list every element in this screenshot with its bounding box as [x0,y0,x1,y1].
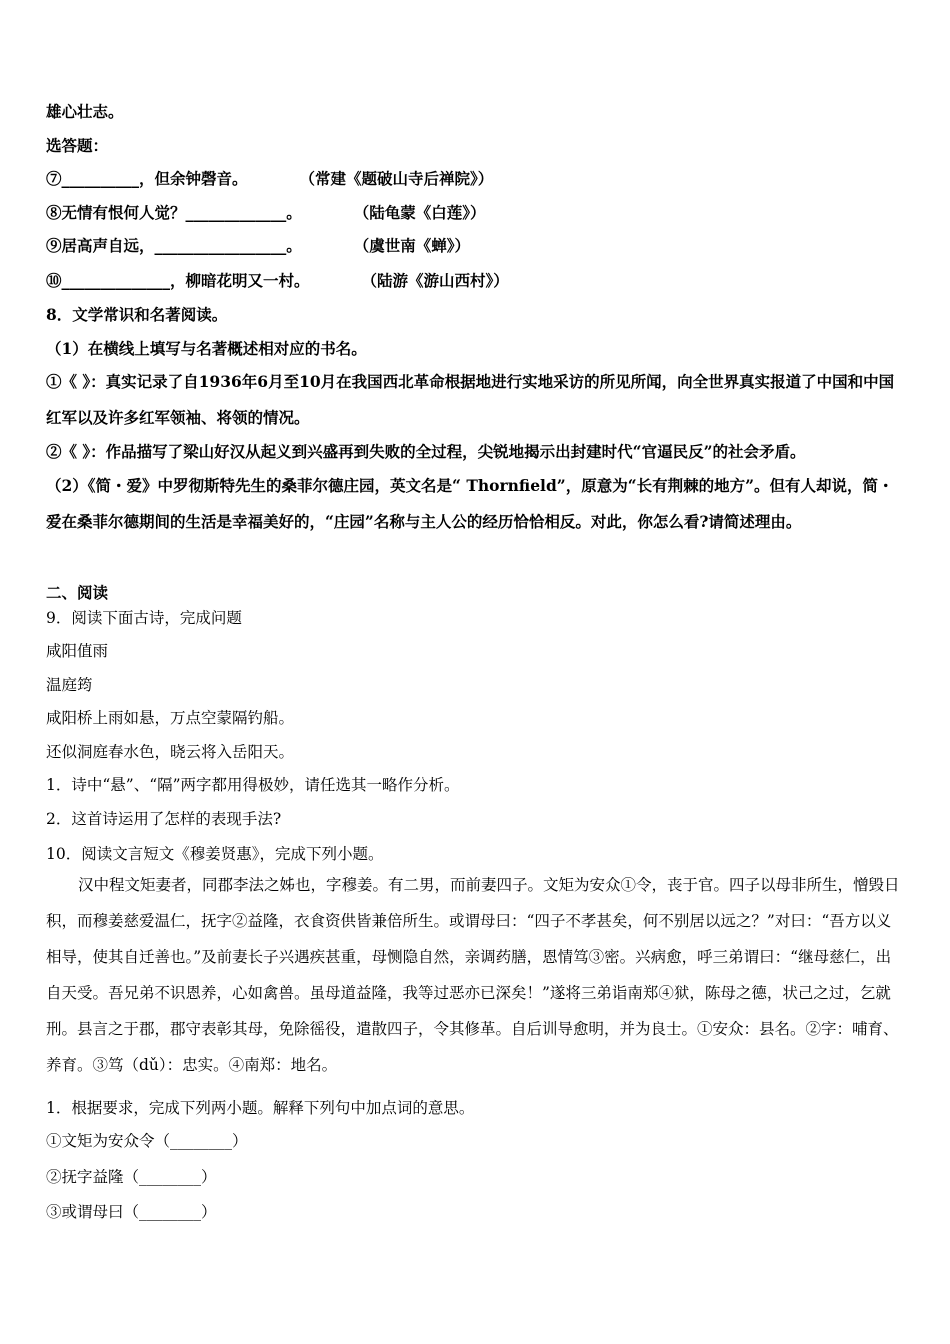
poem-source: （陆游《游山西村》） [361,271,509,290]
poem-source: （陆龟蒙《白莲》） [353,203,486,222]
blank-question: ⑧无情有恨何人觉？_____________。 [46,203,302,222]
question-item: 1．诗中“悬”、“隔”两字都用得极妙，请任选其一略作分析。 [46,776,460,794]
section-label: 选答题： [46,136,109,155]
answer-blank: ①文矩为安众令（________） [46,1132,248,1150]
poem-source: （常建《题破山寺后禅院》） [299,169,494,188]
poem-source: （虞世南《蝉》） [353,236,471,255]
fill-blank-item [46,270,509,292]
fill-blank-item [46,202,486,224]
question-heading: 8．文学常识和名著阅读。 [46,305,228,324]
fill-blank-item [46,168,493,190]
question-item: 2．这首诗运用了怎样的表现手法? [46,810,282,828]
book-description-2: ②《 》：作品描写了梁山好汉从起义到兴盛再到失败的全过程，尖锐地揭示出封建时代“官逼民反”的社会矛盾。 [46,442,806,461]
blank-question: ⑩______________，柳暗花明又一村。 [46,271,310,290]
answer-blank: ③或谓母曰（________） [46,1203,217,1221]
sub-question: （1）在横线上填写与名著概述相对应的书名。 [46,339,367,358]
book-description-1: ①《 》：真实记录了自1936年6月至10月在我国西北革命根据地进行实地采访的所见所闻，向全世界真实报道了中国和中国红军以及许多红军领袖、将领的情况。 [46,372,895,427]
blank-question: ⑦__________，但余钟磬音。 [46,169,248,188]
question-heading: 10．阅读文言短文《穆姜贤惠》，完成下列小题。 [46,845,384,863]
classical-passage: 汉中程文矩妻者，同郡李法之姊也，字穆姜。有二男，而前妻四子。文矩为安众①令，丧于官。四子以母非所生，憎毁日积，而穆姜慈爱温仁，抚字②益隆，衣食资供皆兼倍所生。或谓母曰：“四子不孝甚矣，何不别居以远之？”对曰：“吾方以义相导，使其自迁善也。”及前妻长子兴遇疾甚重，母恻隐自然，亲调药膳，恩情笃③密。兴病愈，呼三弟谓曰：“继母慈仁，出自天受。吾兄弟不识恩养，心如禽兽。虽母道益隆，我等过恶亦已深矣！”遂将三弟诣南郑④狱，陈母之德，状己之过，乞就刑。县言之于郡，郡守表彰其母，免除徭役，遣散四子，令其修革。自后训导愈明，并为良士。①安众：县名。②字：哺育、养育。③笃（dǔ）：忠实。④南郑：地名。 [46,876,900,1074]
question-heading: 9．阅读下面古诗，完成问题 [46,609,242,627]
poem-author: 温庭筠 [46,676,93,694]
section-heading: 二、阅读 [46,583,109,602]
text-line: 雄心壮志。 [46,102,124,121]
answer-blank: ②抚字益隆（________） [46,1168,217,1186]
sub-question-2: （2）《简・爱》中罗彻斯特先生的桑菲尔德庄园，英文名是“ Thornfield”，原意为“长有荆棘的地方”。但有人却说，简・爱在桑菲尔德期间的生活是幸福美好的，“庄园”名称与主人公的经历恰恰相反。对此，你怎么看?请简述理由。 [46,476,894,531]
poem-line: 还似洞庭春水色，晓云将入岳阳天。 [46,743,295,761]
question-item: 1．根据要求，完成下列两小题。解释下列句中加点词的意思。 [46,1099,475,1117]
fill-blank-item [46,235,470,257]
poem-line: 咸阳桥上雨如悬，万点空蒙隔钓船。 [46,709,295,727]
blank-question: ⑨居高声自远，_________________。 [46,236,302,255]
poem-title: 咸阳值雨 [46,642,109,660]
